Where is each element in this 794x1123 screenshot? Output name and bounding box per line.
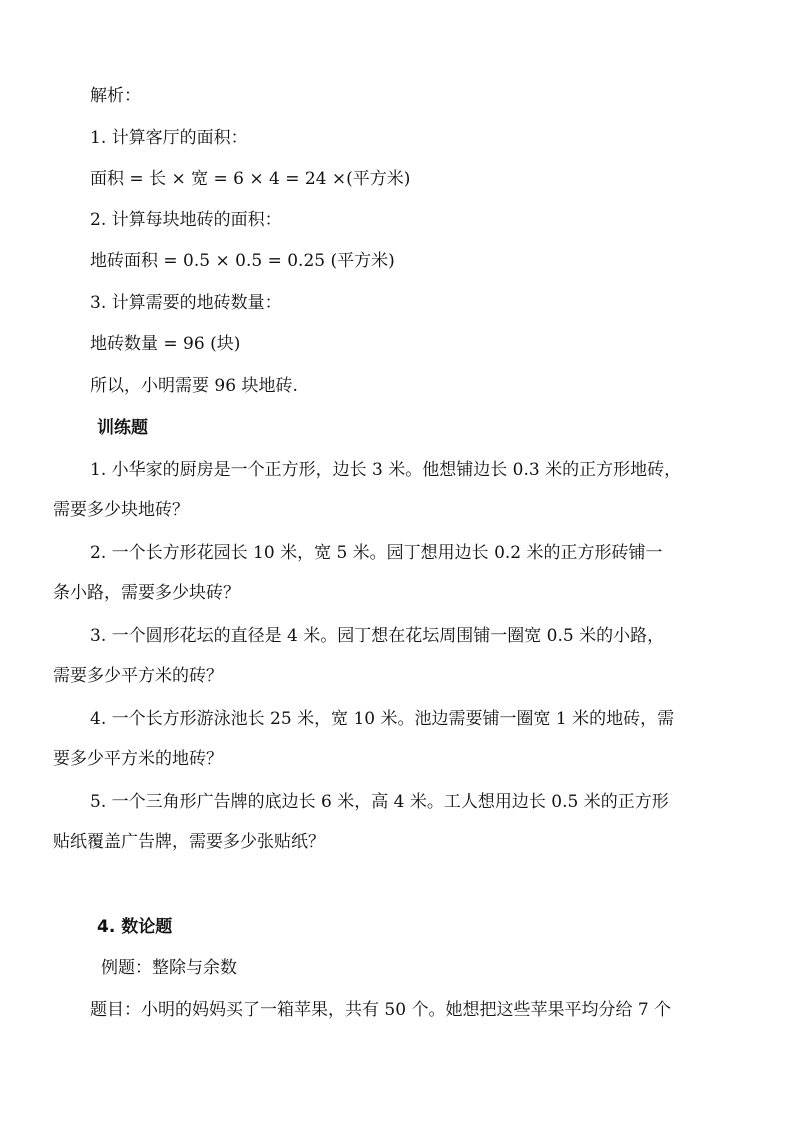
step1-formula: 面积 = 长 × 宽 = 6 × 4 = 24 ×(平方米) <box>90 169 411 189</box>
step3-formula: 地砖数量 = 96 (块) <box>90 334 241 354</box>
training-heading: 训练题 <box>97 418 148 438</box>
example-label: 例题：整除与余数 <box>101 958 237 978</box>
step2-title: 2. 计算每块地砖的面积： <box>90 210 282 230</box>
question-3-line-1: 3. 一个圆形花坛的直径是 4 米。园丁想在花坛周围铺一圈宽 0.5 米的小路， <box>90 626 665 646</box>
step2-formula: 地砖面积 = 0.5 × 0.5 = 0.25 (平方米) <box>90 251 395 271</box>
question-4-line-1: 4. 一个长方形游泳池长 25 米，宽 10 米。池边需要铺一圈宽 1 米的地砖，需 <box>90 709 675 729</box>
question-2-line-2: 条小路，需要多少块砖？ <box>53 583 240 603</box>
question-5-line-1: 5. 一个三角形广告牌的底边长 6 米，高 4 米。工人想用边长 0.5 米的正方形 <box>90 792 669 812</box>
conclusion-text: 所以，小明需要 96 块地砖. <box>90 376 298 396</box>
analysis-label: 解析： <box>90 86 141 106</box>
question-4-line-2: 要多少平方米的地砖？ <box>53 749 223 769</box>
question-1-line-1: 1. 小华家的厨房是一个正方形，边长 3 米。他想铺边长 0.3 米的正方形地砖， <box>90 460 682 480</box>
question-5-line-2: 贴纸覆盖广告牌，需要多少张贴纸？ <box>53 832 325 852</box>
step3-title: 3. 计算需要的地砖数量： <box>90 293 282 313</box>
question-3-line-2: 需要多少平方米的砖？ <box>53 666 223 686</box>
section-4-heading: 4. 数论题 <box>97 917 173 937</box>
problem-line-1: 题目：小明的妈妈买了一箱苹果，共有 50 个。她想把这些苹果平均分给 7 个 <box>90 1000 672 1020</box>
step1-title: 1. 计算客厅的面积： <box>90 128 248 148</box>
question-1-line-2: 需要多少块地砖？ <box>53 500 189 520</box>
question-2-line-1: 2. 一个长方形花园长 10 米，宽 5 米。园丁想用边长 0.2 米的正方形砖铺一 <box>90 543 663 563</box>
